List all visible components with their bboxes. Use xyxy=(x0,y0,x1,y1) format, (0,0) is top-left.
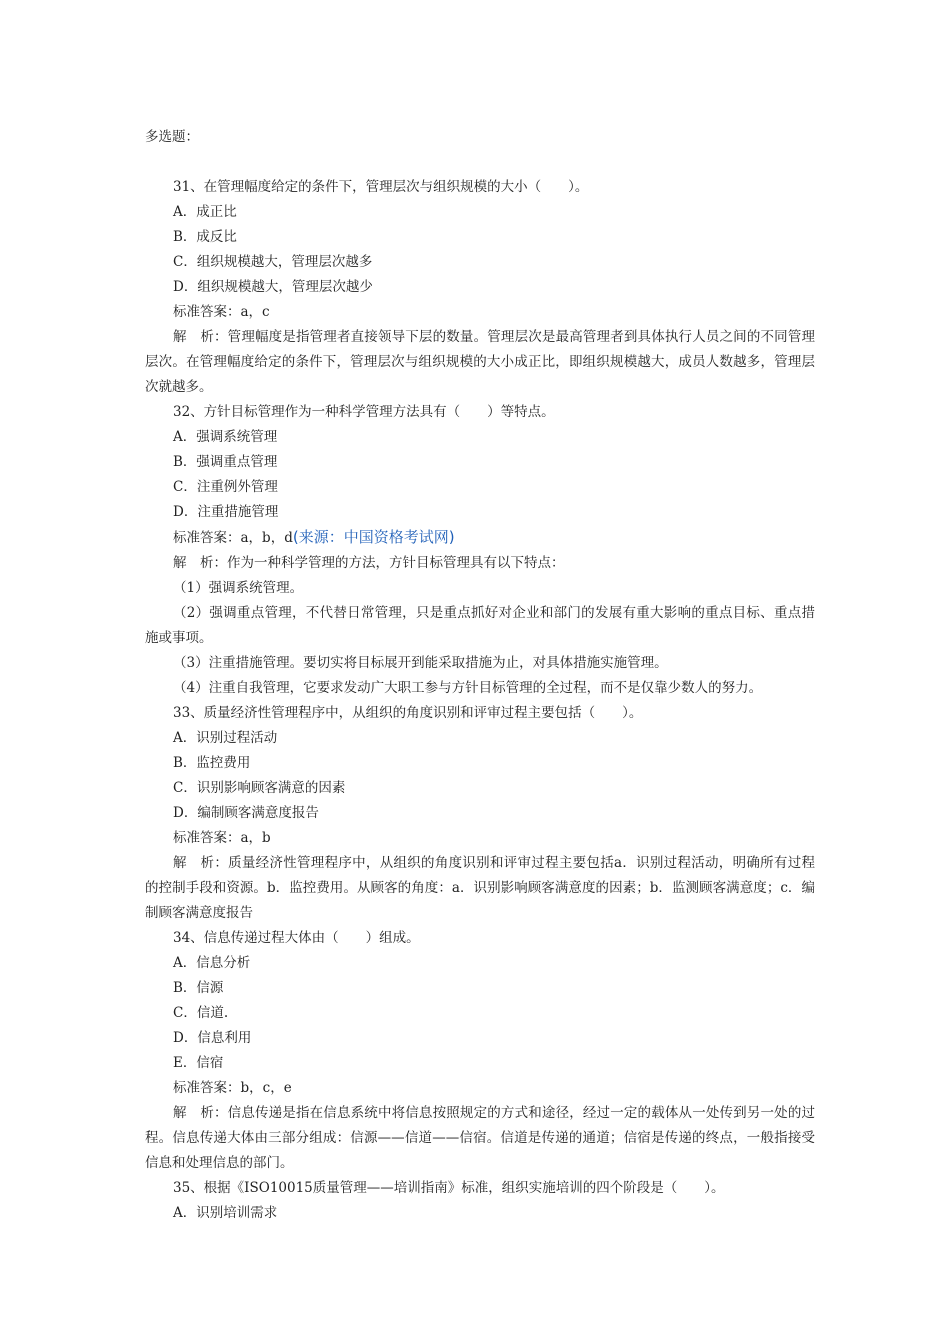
option-a: A．成正比 xyxy=(173,204,237,220)
option-c: C．组织规模越大，管理层次越多 xyxy=(173,254,373,270)
question-stem: 31、在管理幅度给定的条件下，管理层次与组织规模的大小（ ）。 xyxy=(173,179,589,195)
question-33 xyxy=(145,701,815,926)
option-b: B．信源 xyxy=(173,980,224,996)
analysis-point-2: （2）强调重点管理，不代替日常管理，只是重点抓好对企业和部门的发展有重大影响的重点目标、重点措施或事项。 xyxy=(145,605,815,646)
source-link[interactable]: (来源：中国资格考试网) xyxy=(292,528,455,546)
option-e: E．信宿 xyxy=(173,1055,224,1071)
option-c: C．信道. xyxy=(173,1005,229,1021)
question-stem: 33、质量经济性管理程序中，从组织的角度识别和评审过程主要包括（ ）。 xyxy=(173,705,643,721)
option-d: D．组织规模越大，管理层次越少 xyxy=(173,279,373,295)
question-31 xyxy=(145,175,815,400)
question-32 xyxy=(145,400,815,701)
option-b: B．强调重点管理 xyxy=(173,454,278,470)
section-heading: 多选题： xyxy=(145,129,199,145)
question-stem: 34、信息传递过程大体由（ ）组成。 xyxy=(173,930,420,946)
option-c: C．识别影响顾客满意的因素 xyxy=(173,780,346,796)
option-a: A．识别过程活动 xyxy=(173,730,278,746)
analysis-point-1: （1）强调系统管理。 xyxy=(173,580,304,596)
analysis: 解 析：信息传递是指在信息系统中将信息按照规定的方式和途径，经过一定的载体从一处传到另一处的过程。信息传递大体由三部分组成：信源——信道——信宿。信道是传递的通道；信宿是传递的终点，一般指接受信息和处理信息的部门。 xyxy=(145,1105,815,1171)
question-stem: 35、根据《ISO10015质量管理——培训指南》标准，组织实施培训的四个阶段是（ ）。 xyxy=(173,1180,725,1196)
question-34 xyxy=(145,926,815,1176)
option-d: D．编制顾客满意度报告 xyxy=(173,805,319,821)
standard-answer: 标准答案：a，b xyxy=(173,830,271,846)
option-a: A．识别培训需求 xyxy=(173,1205,278,1221)
standard-answer: 标准答案：b，c，e xyxy=(173,1080,292,1096)
analysis: 解 析：质量经济性管理程序中，从组织的角度识别和评审过程主要包括a．识别过程活动，明确所有过程的控制手段和资源。b．监控费用。从顾客的角度：a．识别影响顾客满意度的因素；b．监测顾客满意度；c．编制顾客满意度报告 xyxy=(145,855,815,921)
analysis: 解 析：管理幅度是指管理者直接领导下层的数量。管理层次是最高管理者到具体执行人员之间的不同管理层次。在管理幅度给定的条件下，管理层次与组织规模的大小成正比，即组织规模越大，成员人数越多，管理层次就越多。 xyxy=(145,329,815,395)
question-stem: 32、方针目标管理作为一种科学管理方法具有（ ）等特点。 xyxy=(173,404,555,420)
analysis-point-3: （3）注重措施管理。要切实将目标展开到能采取措施为止，对具体措施实施管理。 xyxy=(173,655,668,671)
standard-answer: 标准答案：a，c xyxy=(173,304,270,320)
analysis-point-4: （4）注重自我管理，它要求发动广大职工参与方针目标管理的全过程，而不是仅靠少数人的努力。 xyxy=(173,680,763,696)
option-a: A．信息分析 xyxy=(173,955,251,971)
option-b: B．成反比 xyxy=(173,229,237,245)
option-a: A．强调系统管理 xyxy=(173,429,278,445)
analysis: 解 析：作为一种科学管理的方法，方针目标管理具有以下特点： xyxy=(173,555,565,571)
option-d: D．信息利用 xyxy=(173,1030,252,1046)
standard-answer: 标准答案：a，b，d xyxy=(173,530,293,546)
question-35 xyxy=(145,1176,815,1226)
option-b: B．监控费用 xyxy=(173,755,251,771)
option-c: C．注重例外管理 xyxy=(173,479,278,495)
option-d: D．注重措施管理 xyxy=(173,504,279,520)
question-list xyxy=(145,175,815,1226)
standard-answer-line xyxy=(145,525,815,551)
